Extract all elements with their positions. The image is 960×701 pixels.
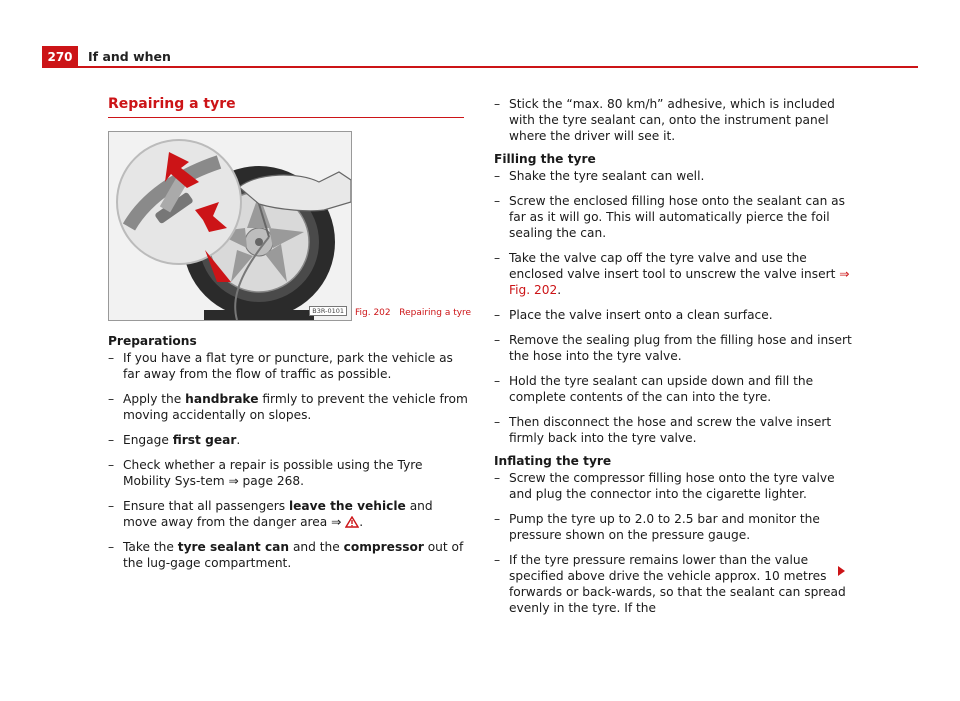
list-item: – Ensure that all passengers leave the vehicle and move away from the danger area ⇒ .: [108, 499, 433, 529]
list-item: – Pump the tyre up to 2.0 to 2.5 bar and monitor the pressure shown on the pressure gauge.: [494, 512, 820, 542]
list-item: – Engage first gear.: [108, 433, 241, 447]
list-item: – Take the tyre sealant can and the compressor out of the lug-gage compartment.: [108, 540, 464, 570]
list-item: – Place the valve insert onto a clean surface.: [494, 308, 773, 322]
caption-label: Fig. 202: [355, 308, 391, 318]
list-item: – If you have a flat tyre or puncture, park the vehicle as far away from the flow of traffic as possible.: [108, 351, 453, 381]
list-item: – Check whether a repair is possible using the Tyre Mobility Sys-tem ⇒ page 268.: [108, 458, 423, 488]
list-item: – Shake the tyre sealant can well.: [494, 169, 705, 183]
header-rule: [78, 66, 918, 68]
warning-triangle-icon[interactable]: [345, 516, 359, 528]
figure-caption: [355, 308, 471, 318]
list-item: – Take the valve cap off the tyre valve and use the enclosed valve insert tool to unscrew the valve insert ⇒ Fig. 202.: [494, 251, 850, 297]
tyre-repair-illustration: [109, 132, 351, 320]
page-reference[interactable]: Check whether a repair is possible using the Tyre Mobility Sys-tem ⇒ page 268.: [123, 458, 423, 488]
inflating-heading: Inflating the tyre: [494, 454, 612, 468]
section-title: Repairing a tyre: [108, 96, 236, 112]
continue-arrow-icon: [838, 566, 845, 576]
list-item: – Then disconnect the hose and screw the valve insert firmly back into the tyre valve.: [494, 415, 832, 445]
list-item: – Remove the sealing plug from the filling hose and insert the hose into the tyre valve.: [494, 333, 852, 363]
list-item: – If the tyre pressure remains lower than the value specified above drive the vehicle approx. 10 metres forwards or back-wards, so that the sealant can spread evenly in the tyre. If the: [494, 553, 846, 615]
list-item: – Apply the handbrake firmly to prevent the vehicle from moving accidentally on slopes.: [108, 392, 468, 422]
filling-heading: Filling the tyre: [494, 152, 596, 166]
preparations-heading: Preparations: [108, 334, 197, 348]
caption-text: Repairing a tyre: [399, 308, 472, 318]
figure-code: B3R-0101: [309, 306, 347, 316]
section-rule: [108, 117, 464, 118]
list-item: – Screw the compressor filling hose onto the tyre valve and plug the connector into the cigarette lighter.: [494, 471, 835, 501]
list-item: – Screw the enclosed filling hose onto the sealant can as far as it will go. This will automatically pierce the foil sealing the can.: [494, 194, 845, 240]
list-item: – Stick the “max. 80 km/h” adhesive, which is included with the tyre sealant can, onto the instrument panel where the driver will see it.: [494, 97, 835, 143]
right-column: [494, 96, 860, 625]
figure-reference-link[interactable]: ⇒ Fig. 202: [509, 267, 850, 297]
list-item: – Hold the tyre sealant can upside down and fill the complete contents of the can into the tyre.: [494, 374, 814, 404]
chapter-title: If and when: [88, 49, 171, 64]
left-column: [108, 333, 468, 580]
page-number: 270: [42, 46, 78, 68]
figure-202: [108, 131, 352, 321]
